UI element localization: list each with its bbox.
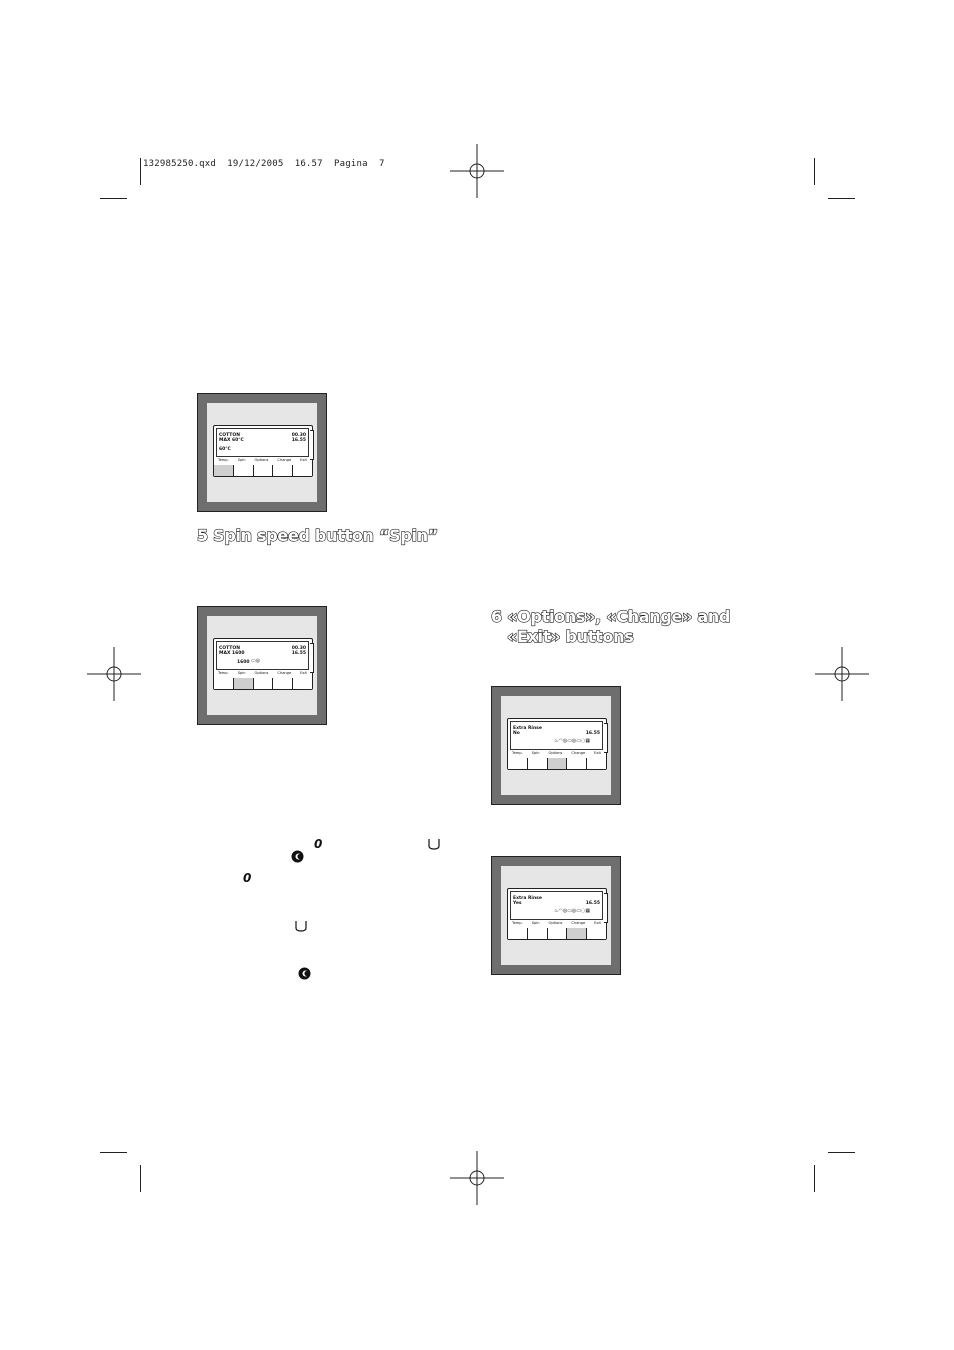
lcd-display bbox=[213, 638, 313, 680]
panel-extra-rinse-yes-illustration bbox=[491, 856, 621, 975]
exit-button bbox=[587, 928, 606, 939]
spin-button bbox=[528, 758, 548, 769]
lcd-line2-left: No bbox=[513, 731, 520, 736]
softkey-spin-label: Spin bbox=[531, 921, 540, 925]
lcd-line2-right: 16.55 bbox=[291, 651, 306, 656]
heading-line1: 6 «Options», «Change» and bbox=[491, 607, 731, 626]
crop-mark-bottom-right-vertical bbox=[814, 1165, 815, 1192]
panel-spin-illustration bbox=[197, 606, 327, 725]
softkey-change-label: Change bbox=[277, 458, 292, 462]
softkey-exit-label: Exit bbox=[594, 751, 601, 755]
temp-button bbox=[214, 465, 234, 476]
crop-mark-bottom-right-horizontal bbox=[828, 1152, 855, 1153]
options-button bbox=[254, 465, 274, 476]
exit-button bbox=[293, 678, 312, 689]
softkey-options-label: Options bbox=[548, 921, 563, 925]
tub-icon bbox=[428, 838, 440, 850]
softkey-options-label: Options bbox=[548, 751, 563, 755]
crop-mark-bottom-left-vertical bbox=[140, 1165, 141, 1192]
change-button bbox=[273, 465, 293, 476]
registration-mark-bottom bbox=[450, 1151, 504, 1205]
exit-button bbox=[293, 465, 312, 476]
softkey-options-label: Options bbox=[254, 671, 269, 675]
lcd-display bbox=[507, 718, 607, 760]
options-button bbox=[548, 928, 568, 939]
crop-mark-top-right-horizontal bbox=[828, 198, 855, 199]
crop-mark-top-left-vertical bbox=[140, 158, 141, 185]
heading-line2: «Exit» buttons bbox=[507, 627, 634, 646]
lcd-line2-right: 16.55 bbox=[585, 731, 600, 736]
softkey-labels bbox=[216, 457, 309, 463]
lcd-line2-left: Yes bbox=[513, 901, 522, 906]
softkey-change-label: Change bbox=[277, 671, 292, 675]
night-cycle-icon bbox=[291, 850, 304, 863]
lcd-display bbox=[507, 888, 607, 930]
softkey-spin-label: Spin bbox=[237, 671, 246, 675]
lcd-line2-right: 16.55 bbox=[585, 901, 600, 906]
softkey-spin-label: Spin bbox=[531, 751, 540, 755]
heading-options-change-exit bbox=[491, 607, 730, 646]
button-row bbox=[213, 465, 313, 477]
registration-mark-top bbox=[450, 144, 504, 198]
print-slug: 132985250.qxd 19/12/2005 16.57 Pagina 7 bbox=[143, 159, 385, 169]
softkey-temp-label: Temp. bbox=[512, 921, 523, 925]
lcd-line1-left: COTTON bbox=[219, 646, 240, 651]
tub-icon bbox=[295, 920, 307, 932]
lcd-display bbox=[213, 425, 313, 467]
lcd-line2-left: MAX 60°C bbox=[219, 438, 244, 443]
crop-mark-top-left-horizontal bbox=[100, 198, 127, 199]
softkey-exit-label: Exit bbox=[300, 458, 307, 462]
lcd-line1-left: COTTON bbox=[219, 433, 240, 438]
lcd-line1-right: 00.30 bbox=[291, 646, 306, 651]
softkey-change-label: Change bbox=[571, 751, 586, 755]
rinse-hold-icon: 0 bbox=[314, 837, 323, 851]
button-row bbox=[213, 678, 313, 690]
rinse-hold-icon: 0 bbox=[243, 871, 252, 885]
softkey-options-label: Options bbox=[254, 458, 269, 462]
crop-mark-top-right-vertical bbox=[814, 158, 815, 185]
softkey-exit-label: Exit bbox=[300, 671, 307, 675]
panel-temp-illustration bbox=[197, 393, 327, 512]
lcd-line1-left: Extra Rinse bbox=[513, 726, 542, 731]
spin-button bbox=[234, 678, 254, 689]
softkey-labels bbox=[216, 670, 309, 676]
softkey-labels bbox=[510, 750, 603, 756]
change-button bbox=[567, 758, 587, 769]
lcd-line2-left: MAX 1600 bbox=[219, 651, 245, 656]
heading-spin-speed: 5 Spin speed button “Spin” bbox=[197, 526, 439, 545]
softkey-change-label: Change bbox=[571, 921, 586, 925]
lcd-line3: 1600 bbox=[237, 660, 250, 665]
lcd-line3: 60°C bbox=[219, 447, 231, 452]
option-icons-row: ♨◠◎▭◎▭◌▦ bbox=[554, 908, 591, 914]
spin-button bbox=[234, 465, 254, 476]
spin-option-icons: ▭◎ bbox=[251, 658, 261, 664]
options-button bbox=[548, 758, 568, 769]
softkey-temp-label: Temp. bbox=[512, 751, 523, 755]
softkey-temp-label: Temp. bbox=[218, 458, 229, 462]
night-cycle-icon bbox=[298, 967, 311, 980]
lcd-line1-right: 00.30 bbox=[291, 433, 306, 438]
softkey-spin-label: Spin bbox=[237, 458, 246, 462]
button-row bbox=[507, 928, 607, 940]
temp-button bbox=[508, 758, 528, 769]
change-button bbox=[567, 928, 587, 939]
change-button bbox=[273, 678, 293, 689]
crop-mark-bottom-left-horizontal bbox=[100, 1152, 127, 1153]
lcd-line2-right: 16.55 bbox=[291, 438, 306, 443]
softkey-exit-label: Exit bbox=[594, 921, 601, 925]
button-row bbox=[507, 758, 607, 770]
registration-mark-right bbox=[815, 647, 869, 701]
registration-mark-left bbox=[87, 647, 141, 701]
exit-button bbox=[587, 758, 606, 769]
lcd-line1-left: Extra Rinse bbox=[513, 896, 542, 901]
panel-extra-rinse-no-illustration bbox=[491, 686, 621, 805]
softkey-labels bbox=[510, 920, 603, 926]
temp-button bbox=[508, 928, 528, 939]
spin-button bbox=[528, 928, 548, 939]
option-icons-row: ♨◠◎▭◎▭◌▦ bbox=[554, 738, 591, 744]
softkey-temp-label: Temp. bbox=[218, 671, 229, 675]
options-button bbox=[254, 678, 274, 689]
temp-button bbox=[214, 678, 234, 689]
